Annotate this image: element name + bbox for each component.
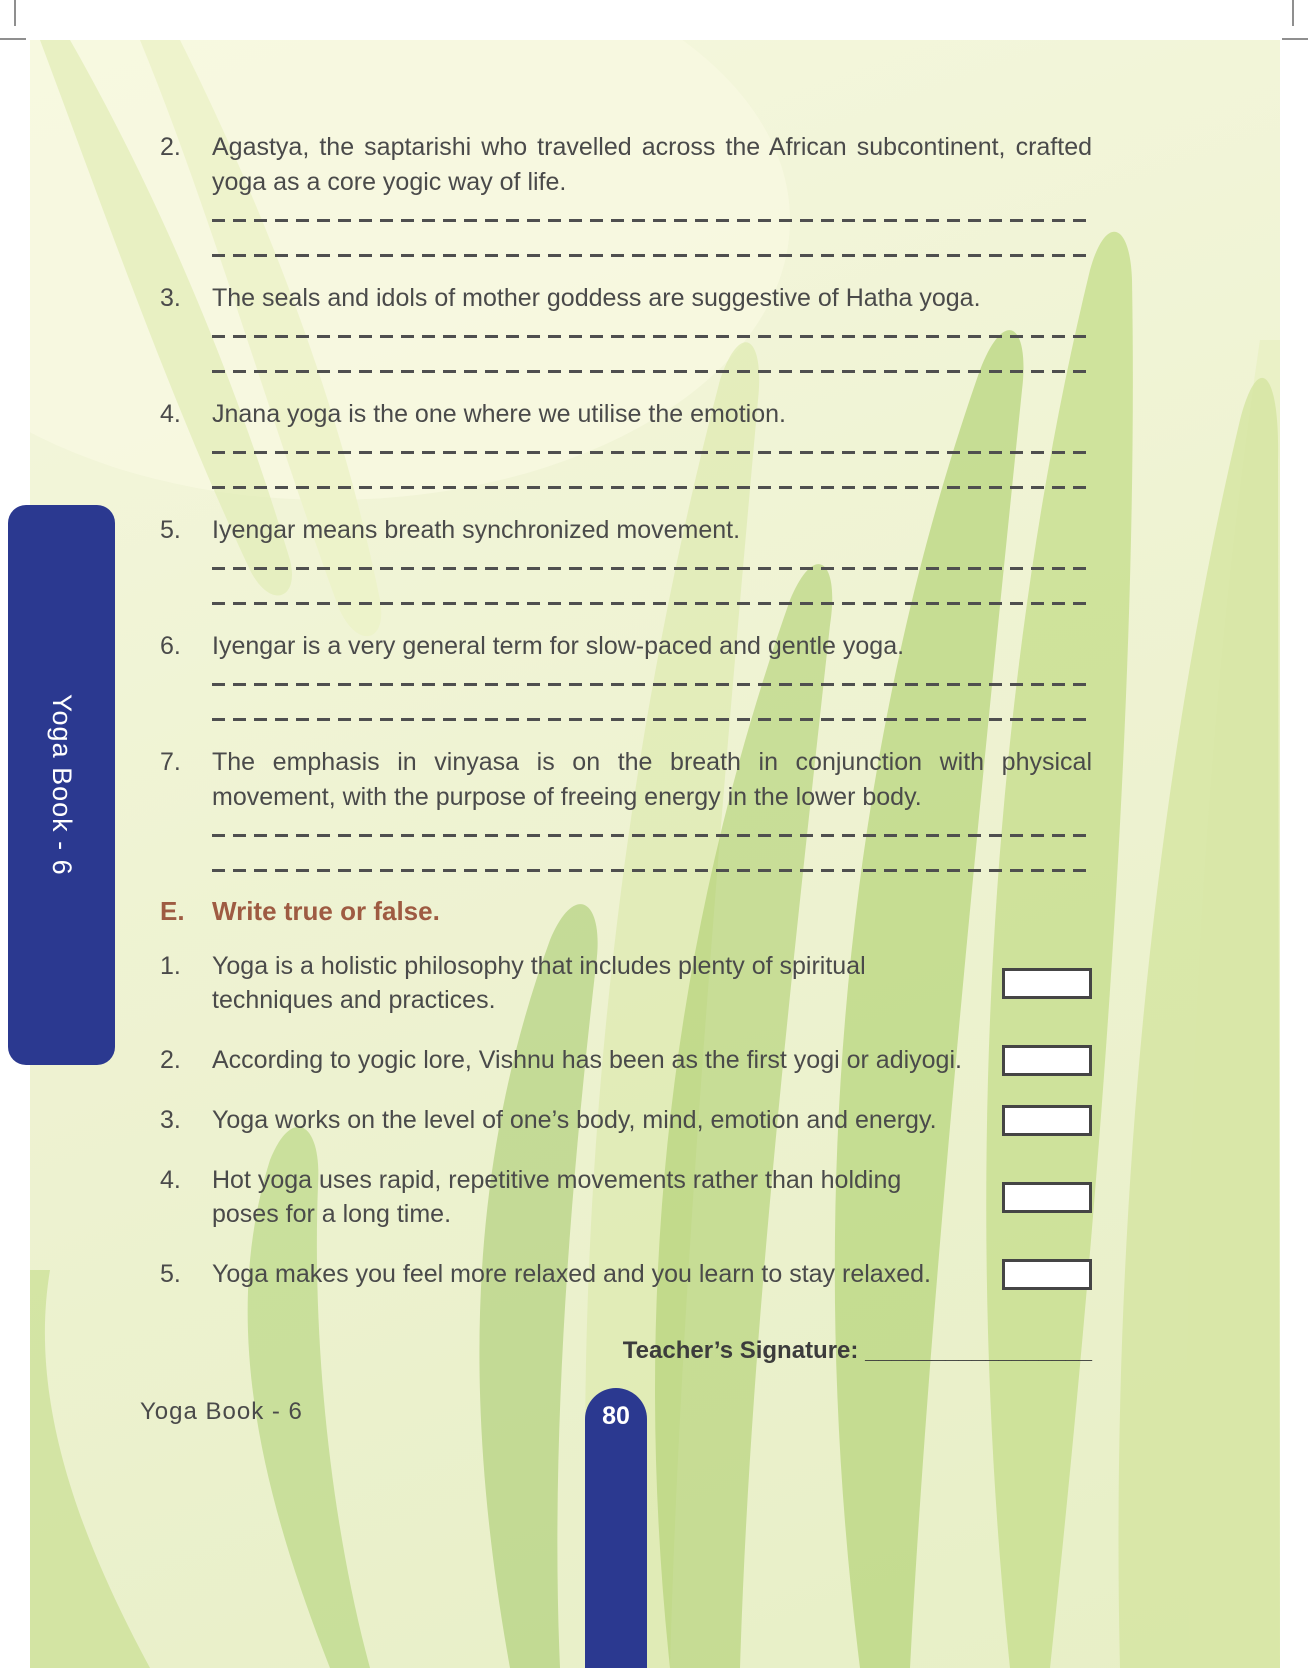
statement-text: Iyengar means breath synchronized movement. <box>212 516 741 544</box>
item-number: 2. <box>160 1046 181 1074</box>
item-number: 1. <box>160 952 181 980</box>
statement-number: 6. <box>160 632 181 660</box>
section-title: Write true or false. <box>212 896 440 926</box>
answer-line <box>212 834 1092 837</box>
item-text: Yoga is a holistic philosophy that includes plenty of spiritual techniques and practices. <box>212 952 866 1014</box>
statement-number: 2. <box>160 133 181 161</box>
statement-text: The emphasis in vinyasa is on the breath in conjunction with physical movement, with the purpose of freeing energy in the lower body. <box>212 748 1092 811</box>
item-text: Yoga makes you feel more relaxed and you learn to stay relaxed. <box>212 1260 931 1288</box>
answer-line <box>212 254 1092 257</box>
statement-item <box>160 397 1092 489</box>
true-false-item <box>160 1163 1092 1231</box>
true-false-item <box>160 949 1092 1017</box>
answer-box <box>1002 1105 1092 1136</box>
statement-text: The seals and idols of mother goddess are suggestive of Hatha yoga. <box>212 284 981 312</box>
statement-text: Iyengar is a very general term for slow-paced and gentle yoga. <box>212 632 905 660</box>
answer-line <box>212 486 1092 489</box>
answer-line <box>212 718 1092 721</box>
answer-box <box>1002 1259 1092 1290</box>
answer-line <box>212 335 1092 338</box>
item-text: Hot yoga uses rapid, repetitive movements rather than holding poses for a long time. <box>212 1166 902 1228</box>
answer-line <box>212 602 1092 605</box>
statement-number: 5. <box>160 516 181 544</box>
statement-item <box>160 281 1092 373</box>
statement-number: 7. <box>160 748 181 776</box>
answer-line <box>212 451 1092 454</box>
crop-mark-top-right-h <box>1282 38 1308 40</box>
statement-text: Jnana yoga is the one where we utilise the emotion. <box>212 400 786 428</box>
answer-line <box>212 683 1092 686</box>
statement-number: 4. <box>160 400 181 428</box>
answer-box <box>1002 968 1092 999</box>
item-text: Yoga works on the level of one’s body, mind, emotion and energy. <box>212 1106 937 1134</box>
answer-line <box>212 567 1092 570</box>
section-heading <box>160 896 1092 927</box>
statement-number: 3. <box>160 284 181 312</box>
true-false-item <box>160 1257 1092 1291</box>
statement-item <box>160 629 1092 721</box>
textbook-page <box>30 40 1280 1668</box>
statement-text: Agastya, the saptarishi who travelled across the African subcontinent, crafted yoga as a core yogic way of life. <box>212 133 1092 196</box>
answer-box <box>1002 1182 1092 1213</box>
statement-item <box>160 745 1092 872</box>
item-number: 4. <box>160 1166 181 1194</box>
statement-item <box>160 130 1092 257</box>
page-number: 80 <box>602 1402 630 1430</box>
answer-box <box>1002 1045 1092 1076</box>
crop-mark-top-right-v <box>1292 0 1294 26</box>
item-number: 5. <box>160 1260 181 1288</box>
footer-book-title: Yoga Book - 6 <box>140 1398 303 1425</box>
page-number-tab <box>585 1388 647 1668</box>
crop-mark-top-left-h <box>0 38 26 40</box>
crop-mark-top-left-v <box>14 0 16 26</box>
true-false-item <box>160 1043 1092 1077</box>
section-letter: E. <box>160 896 185 926</box>
teacher-signature-row <box>160 1337 1092 1365</box>
true-false-item <box>160 1103 1092 1137</box>
teacher-signature-line: _________________ <box>865 1337 1092 1364</box>
answer-line <box>212 219 1092 222</box>
statement-item <box>160 513 1092 605</box>
spine-label: Yoga Book - 6 <box>47 694 77 876</box>
item-number: 3. <box>160 1106 181 1134</box>
answer-line <box>212 869 1092 872</box>
answer-line <box>212 370 1092 373</box>
teacher-signature-label: Teacher’s Signature: <box>622 1337 859 1364</box>
item-text: According to yogic lore, Vishnu has been as the first yogi or adiyogi. <box>212 1046 962 1074</box>
spine-tab <box>8 505 115 1065</box>
page-content <box>160 130 1092 1365</box>
